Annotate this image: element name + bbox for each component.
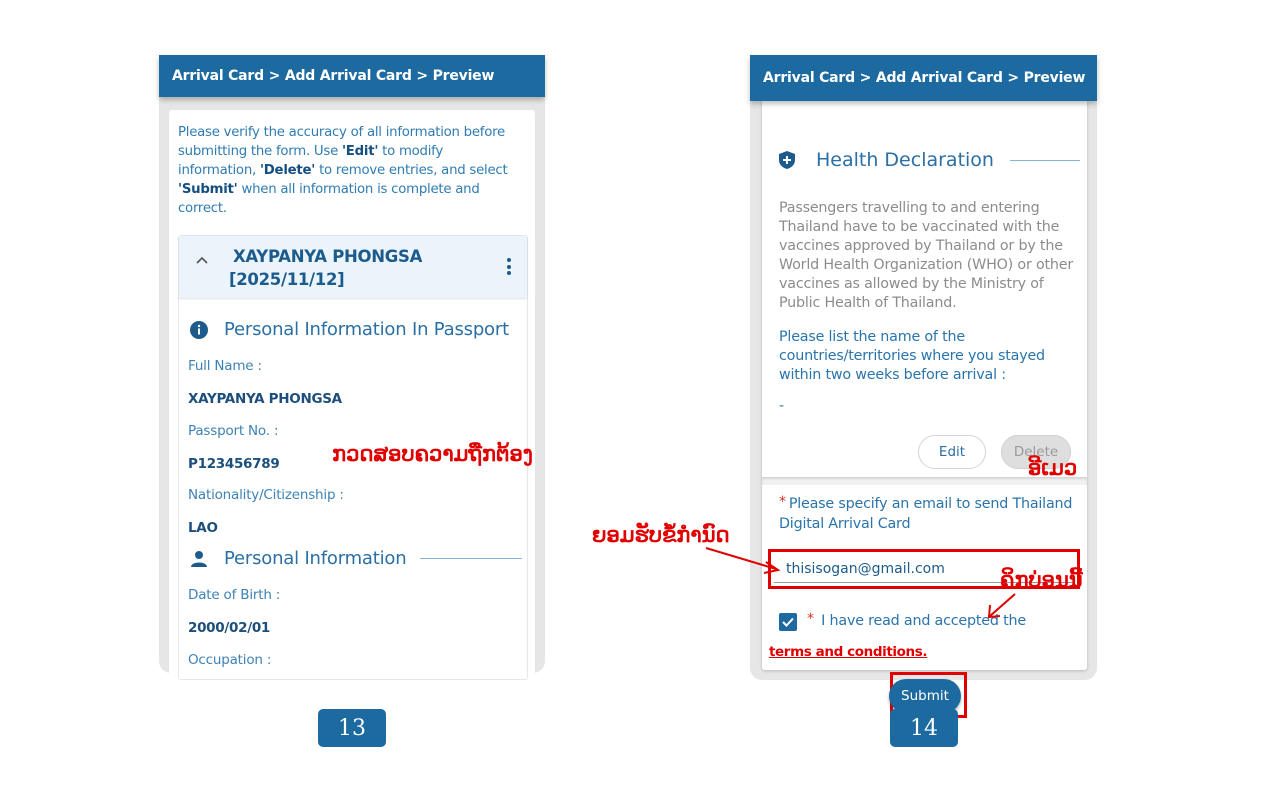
email-label: * Please specify an email to send Thailand Digital Arrival Card	[779, 494, 1073, 532]
field-label-occupation: Occupation :	[188, 652, 272, 668]
section-passport-info: Personal Information In Passport	[189, 319, 509, 340]
person-icon	[189, 549, 209, 569]
more-vertical-icon[interactable]	[507, 258, 511, 278]
field-value-full-name: XAYPANYA PHONGSA	[188, 391, 342, 407]
annotation-click-here: ຄິກບ່ອນນີ້	[1000, 567, 1083, 592]
arrow-to-checkbox-icon	[700, 540, 785, 580]
delete-button[interactable]: Delete	[1001, 435, 1071, 469]
section-health-declaration: Health Declaration	[778, 149, 1080, 171]
terms-link[interactable]: terms and conditions.	[769, 644, 928, 660]
accordion-header[interactable]	[179, 236, 527, 298]
breadcrumb[interactable]: Arrival Card > Add Arrival Card > Preview	[159, 55, 545, 97]
edit-button[interactable]: Edit	[918, 435, 986, 469]
annotation-check-accuracy: ກວດສອບຄວາມຖືກຕ້ອງ	[332, 441, 533, 466]
terms-consent-text: * I have read and accepted the	[807, 611, 1026, 629]
field-label-passport-no: Passport No. :	[188, 423, 279, 439]
field-value-passport-no: P123456789	[188, 456, 280, 472]
vaccination-notice: Passengers travelling to and entering Thailand have to be vaccinated with the vaccines approved by Thailand or by the World Health Organization (WHO) or other vaccines as allowed by the Ministry of Public Health of Thailand.	[779, 200, 1074, 311]
arrow-to-submit-icon	[985, 590, 1020, 622]
traveler-name: XAYPANYA PHONGSA [2025/11/12]	[229, 247, 423, 289]
field-label-full-name: Full Name :	[188, 358, 262, 374]
section-divider	[1010, 160, 1080, 161]
step-badge-14: 14	[890, 709, 958, 747]
breadcrumb[interactable]: Arrival Card > Add Arrival Card > Preview	[750, 55, 1097, 101]
annotation-email: ອີເມວ	[1028, 455, 1078, 480]
annotation-accept-terms: ຍອມຮັບຂໍ້ກຳນົດ	[592, 522, 730, 547]
info-icon	[189, 320, 209, 340]
shield-plus-icon	[778, 150, 798, 170]
section-personal-info: Personal Information	[189, 548, 522, 569]
verify-instructions: Please verify the accuracy of all information before submitting the form. Use 'Edit' to modify information, 'Delete' to remove entries, and select 'Submit' when all information is complete and correct.	[178, 125, 508, 216]
submit-button[interactable]: Submit	[889, 679, 961, 713]
screenshot-step-13	[159, 55, 545, 673]
chevron-up-icon[interactable]	[196, 252, 208, 268]
step-badge-13: 13	[318, 709, 386, 747]
terms-checkbox[interactable]	[779, 613, 797, 631]
preview-card	[169, 110, 535, 685]
countries-question: Please list the name of the countries/territories where you stayed within two weeks before arrival :	[779, 329, 1045, 383]
field-label-dob: Date of Birth :	[188, 587, 281, 603]
field-value-nationality: LAO	[188, 520, 218, 536]
section-divider	[420, 558, 522, 559]
field-label-nationality: Nationality/Citizenship :	[188, 487, 344, 503]
countries-answer: -	[779, 398, 785, 414]
field-value-dob: 2000/02/01	[188, 620, 271, 636]
